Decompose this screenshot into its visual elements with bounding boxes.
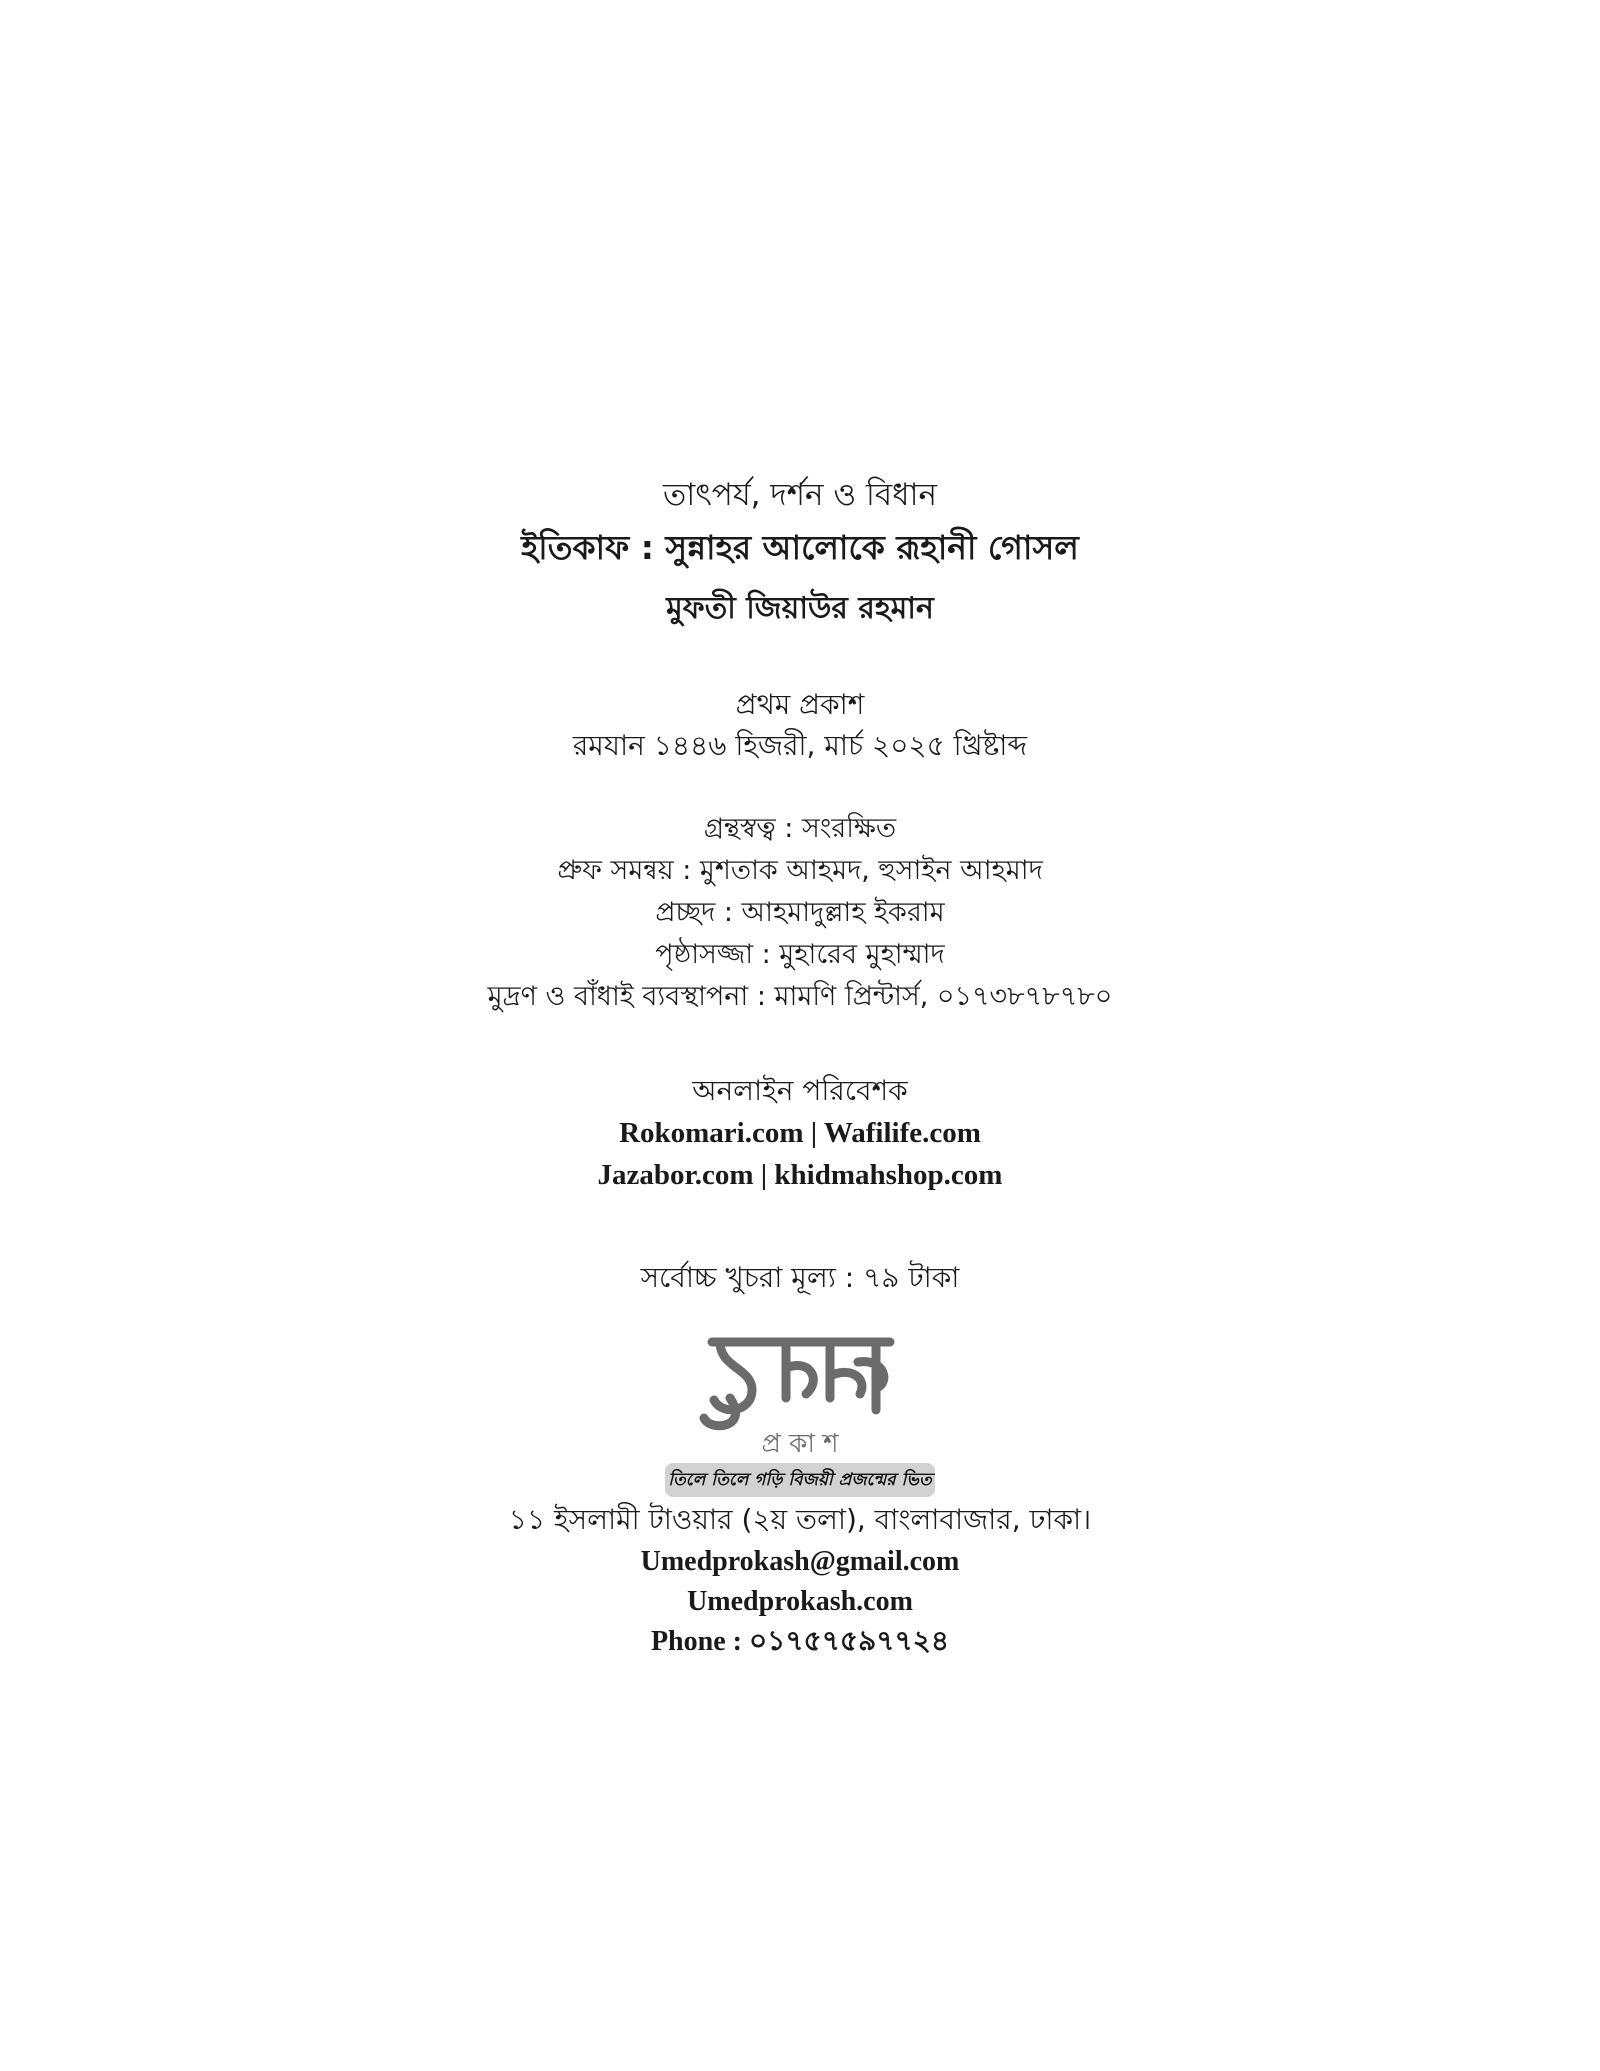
edition-date: রমযান ১৪৪৬ হিজরী, মার্চ ২০২৫ খ্রিষ্টাব্দ (572, 729, 1028, 762)
printing-credit: মুদ্রণ ও বাঁধাই ব্যবস্থাপনা : মামণি প্রিন্টার্স, ০১৭৩৮৭৮৭৮০ (487, 981, 1113, 1012)
publisher-tagline: তিলে তিলে গড়ি বিজয়ী প্রজন্মের ভিত (665, 1463, 935, 1497)
publisher-phone: Phone : ০১৭৫৭৫৯৭৭২৪ (650, 1626, 950, 1657)
publisher-address: ১১ ইসলামী টাওয়ার (২য় তলা), বাংলাবাজার, ঢাকা। (508, 1503, 1092, 1536)
logo-subtext: প্র কা শ (761, 1429, 839, 1459)
cover-credit: প্রচ্ছদ : আহমাদুল্লাহ ইকরাম (655, 897, 945, 928)
copyright-line: গ্রন্থস্বত্ব : সংরক্ষিত (703, 813, 897, 844)
online-shops-line-1: Rokomari.com | Wafilife.com (619, 1117, 981, 1149)
online-shops-line-2: Jazabor.com | khidmahshop.com (597, 1159, 1003, 1191)
layout-credit: পৃষ্ঠাসজ্জা : মুহারেব মুহাম্মাদ (655, 939, 945, 970)
edition-label: প্রথম প্রকাশ (735, 688, 865, 721)
publisher-email: Umedprokash@gmail.com (640, 1546, 960, 1577)
publisher-website: Umedprokash.com (687, 1586, 913, 1617)
publisher-logo (690, 1328, 910, 1460)
proof-credit: প্রুফ সমন্বয় : মুশতাক আহমদ, হুসাইন আহমাদ (557, 855, 1043, 886)
book-author: মুফতী জিয়াউর রহমান (666, 591, 934, 626)
online-distributor-label: অনলাইন পরিবেশক (692, 1074, 908, 1107)
book-subtitle: তাৎপর্য, দর্শন ও বিধান (662, 477, 938, 513)
retail-price: সর্বোচ্চ খুচরা মূল্য : ৭৯ টাকা (640, 1261, 960, 1294)
book-title: ইতিকাফ : সুন্নাহর আলোকে রূহানী গোসল (521, 528, 1079, 567)
